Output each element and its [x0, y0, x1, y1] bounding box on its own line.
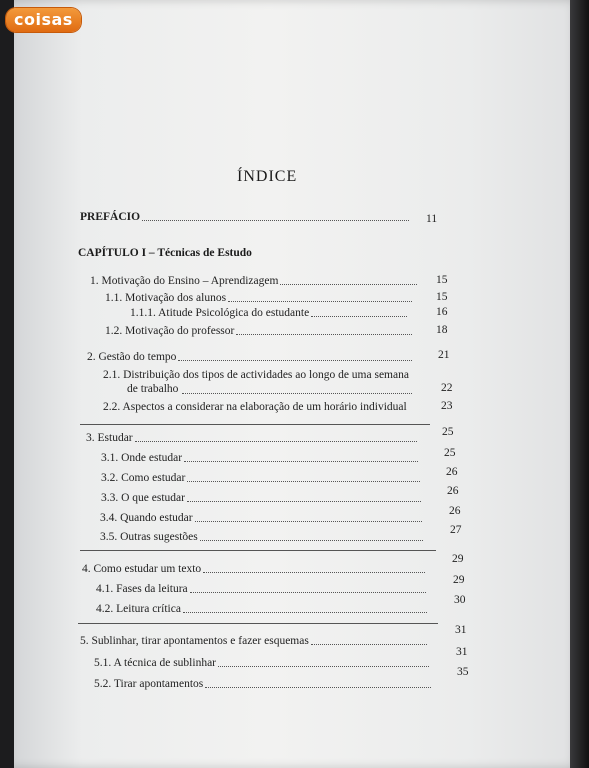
leader-dots: [142, 210, 409, 221]
toc-entry-page: 27: [450, 524, 462, 536]
toc-entry: 3.4. Quando estudar: [100, 511, 425, 524]
toc-entry: 3.5. Outras sugestões: [100, 530, 426, 543]
toc-entry-page: 16: [436, 306, 448, 318]
page-edge-shadow: [570, 0, 589, 768]
toc-entry-page: 11: [426, 213, 438, 225]
toc-entry: 1. Motivação do Ensino – Aprendizagem: [90, 274, 420, 287]
toc-entry-page: 26: [446, 466, 458, 478]
toc-entry: 4. Como estudar um texto: [82, 562, 428, 575]
toc-entry-page: 25: [442, 426, 454, 438]
watermark-logo: coisas: [6, 8, 81, 32]
toc-entry-page: 15: [436, 274, 448, 286]
toc-entry: 2. Gestão do tempo: [87, 350, 415, 363]
section-separator: [78, 623, 438, 624]
toc-entry-page: 26: [449, 505, 461, 517]
toc-entry: 5. Sublinhar, tirar apontamentos e fazer esquemas: [80, 634, 430, 647]
toc-entry-page: 31: [455, 624, 467, 636]
toc-entry-page: 35: [457, 666, 469, 678]
toc-entry-label: PREFÁCIO: [80, 211, 141, 223]
toc-entry: 3.3. O que estudar: [101, 491, 424, 504]
toc-entry-page: 26: [447, 485, 459, 497]
toc-entry-page: 15: [436, 291, 448, 303]
toc-entry: 3.1. Onde estudar: [101, 451, 421, 464]
chapter-heading: CAPÍTULO I – Técnicas de Estudo: [78, 247, 252, 259]
toc-entry: 1.2. Motivação do professor: [105, 324, 415, 337]
section-separator: [80, 550, 436, 551]
toc-entry-multiline: 2.1. Distribuição dos tipos de actividades ao longo de uma semana de trabalho: [103, 368, 415, 396]
toc-entry-page: 25: [444, 447, 456, 459]
toc-entry: 3.2. Como estudar: [101, 471, 423, 484]
section-separator: [80, 424, 430, 425]
toc-entry-page: 18: [436, 324, 448, 336]
toc-entry-page: 30: [454, 594, 466, 606]
index-title: ÍNDICE: [237, 168, 298, 185]
toc-entry: 2.2. Aspectos a considerar na elaboração de um horário individual: [103, 401, 407, 413]
toc-entry-page: 29: [452, 553, 464, 565]
toc-entry: 1.1.1. Atitude Psicológica do estudante: [130, 306, 410, 319]
toc-entry: 4.1. Fases da leitura: [96, 582, 429, 595]
toc-entry: 5.1. A técnica de sublinhar: [94, 656, 432, 669]
toc-entry-prefacio: [80, 210, 412, 223]
toc-entry: 4.2. Leitura crítica: [96, 602, 430, 615]
toc-entry: 3. Estudar: [86, 431, 420, 444]
toc-entry-page: 31: [456, 646, 468, 658]
toc-entry-page: 22: [441, 382, 453, 394]
toc-entry-page: 21: [438, 349, 450, 361]
toc-entry: 5.2. Tirar apontamentos: [94, 677, 434, 690]
toc-entry-page: 23: [441, 400, 453, 412]
toc-entry-page: 29: [453, 574, 465, 586]
toc-entry: 1.1. Motivação dos alunos: [105, 291, 415, 304]
